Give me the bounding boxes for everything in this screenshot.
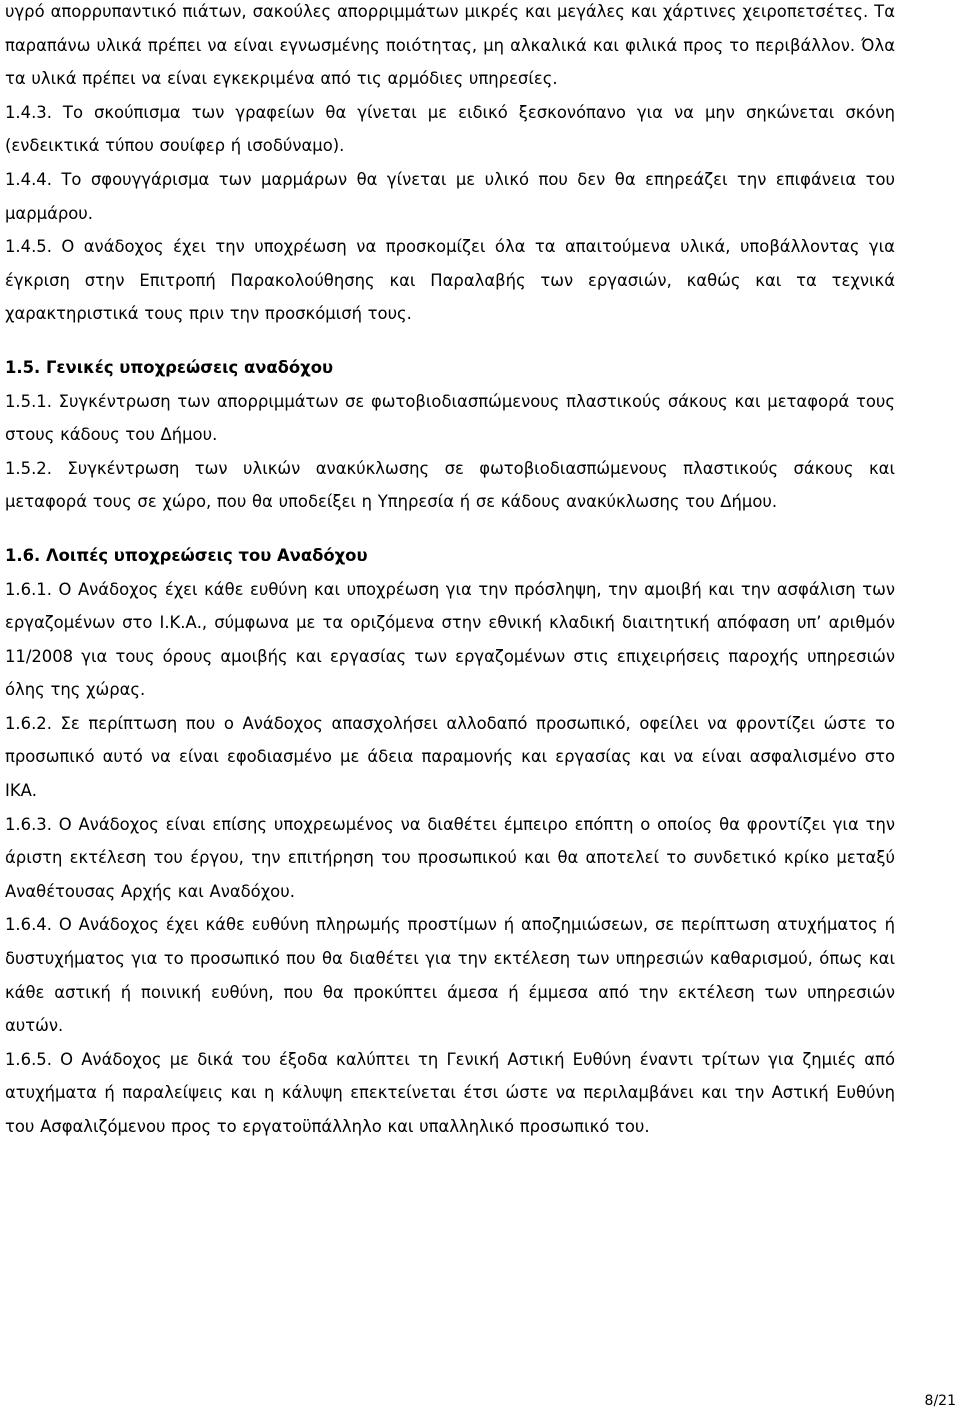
document-page — [5, 0, 895, 1144]
paragraph-1-5-2: 1.5.2. Συγκέντρωση των υλικών ανακύκλωσης σε φωτοβιοδιασπώμενους πλαστικούς σάκους και μεταφορά τους σε χώρο, που θα υποδείξει η Υπηρεσία ή σε κάδους ανακύκλωσης του Δήμου. — [5, 458, 895, 512]
paragraph-1-5-1: 1.5.1. Συγκέντρωση των απορριμμάτων σε φωτοβιοδιασπώμενους πλαστικούς σάκους και μεταφορά τους στους κάδους του Δήμου. — [5, 391, 895, 445]
paragraph-1-6-4: 1.6.4. Ο Ανάδοχος έχει κάθε ευθύνη πληρωμής προστίμων ή αποζημιώσεων, σε περίπτωση ατυχήματος ή δυστυχήματος για το προσωπικό που θα διαθέτει για την εκτέλεση των υπηρεσιών καθαρισμού, όπως και κάθε αστική ή ποινική ευθύνη, που θα προκύπτει άμεσα ή έμμεσα από την εκτέλεση των υπηρεσιών αυτών. — [5, 915, 895, 1036]
paragraph-1-6-3: 1.6.3. Ο Ανάδοχος είναι επίσης υποχρεωμένος να διαθέτει έμπειρο επόπτη ο οποίος θα φροντίζει για την άριστη εκτέλεση του έργου, την επιτήρηση του προσωπικού και θα αποτελεί το συνδετικό κρίκο μεταξύ Αναθέτουσας Αρχής και Αναδόχου. — [5, 814, 895, 901]
paragraph-1-6-2: 1.6.2. Σε περίπτωση που ο Ανάδοχος απασχολήσει αλλοδαπό προσωπικό, οφείλει να φροντίζει ώστε το προσωπικό αυτό να είναι εφοδιασμένο με άδεια παραμονής και εργασίας και να είναι ασφαλισμένο στο ΙΚΑ. — [5, 713, 895, 801]
section-heading-1-6: 1.6. Λοιπές υποχρεώσεις του Αναδόχου — [5, 545, 368, 565]
paragraph-1-6-1: 1.6.1. Ο Ανάδοχος έχει κάθε ευθύνη και υποχρέωση για την πρόσληψη, την αμοιβή και την ασφάλιση των εργαζομένων στο Ι.Κ.Α., σύμφωνα με τα οριζόμενα στην εθνική κλαδική διαιτητική απόφαση υπ’ αριθμόν 11/2008 για τους όρους αμοιβής και εργασίας των εργαζομένων στις επιχειρήσεις παροχής υπηρεσιών όλης της χώρας. — [5, 579, 895, 700]
paragraph-1-4-5: 1.4.5. Ο ανάδοχος έχει την υποχρέωση να προσκομίζει όλα τα απαιτούμενα υλικά, υποβάλλοντας για έγκριση στην Επιτροπή Παρακολούθησης και Παραλαβής των εργασιών, καθώς και τα τεχνικά χαρακτηριστικά τους πριν την προσκόμισή τους. — [5, 237, 895, 324]
paragraph-continuation: υγρό απορρυπαντικό πιάτων, σακούλες απορριμμάτων μικρές και μεγάλες και χάρτινες χειροπετσέτες. Τα παραπάνω υλικά πρέπει να είναι εγνωσμένης ποιότητας, μη αλκαλικά και φιλικά προς το περιβάλλον. Όλα τα υλικά πρέπει να είναι εγκεκριμένα από τις αρμόδιες υπηρεσίες. — [5, 2, 895, 89]
page-number: 8/21 — [924, 1393, 956, 1409]
paragraph-1-4-4: 1.4.4. Το σφουγγάρισμα των μαρμάρων θα γίνεται με υλικό που δεν θα επηρεάζει την επιφάνεια του μαρμάρου. — [5, 169, 895, 223]
section-heading-1-5: 1.5. Γενικές υποχρεώσεις αναδόχου — [5, 357, 334, 377]
paragraph-1-4-3: 1.4.3. Το σκούπισμα των γραφείων θα γίνεται με ειδικό ξεσκονόπανο για να μην σηκώνεται σκόνη (ενδεικτικά τύπου σουίφερ ή ισοδύναμο). — [5, 102, 895, 156]
paragraph-1-6-5: 1.6.5. Ο Ανάδοχος με δικά του έξοδα καλύπτει τη Γενική Αστική Ευθύνη έναντι τρίτων για ζημιές από ατυχήματα ή παραλείψεις και η κάλυψη επεκτείνεται έτσι ώστε να περιλαμβάνει και την Αστική Ευθύνη του Ασφαλιζόμενου προς το εργατοϋπάλληλο και υπαλληλικό προσωπικό του. — [5, 1049, 895, 1136]
